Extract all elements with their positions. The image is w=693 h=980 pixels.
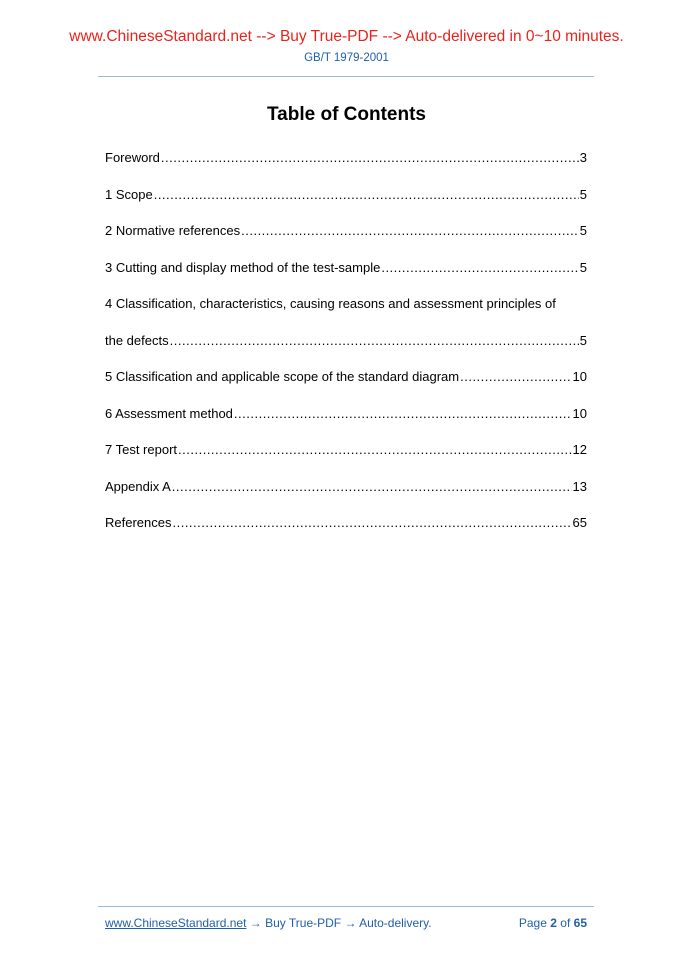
toc-entry-page: 5 xyxy=(579,259,587,275)
footer-tagline: → Buy True-PDF → Auto-delivery. xyxy=(246,916,432,930)
toc-leader-dots xyxy=(172,515,571,530)
toc-leader-dots xyxy=(154,187,579,202)
toc-title: Table of Contents xyxy=(266,104,427,125)
toc-leader-dots xyxy=(178,442,572,457)
toc-entry-text: 3 Cutting and display method of the test-sample xyxy=(105,259,381,275)
toc-leader-dots xyxy=(234,406,572,421)
toc-entry-page: 12 xyxy=(572,442,587,457)
toc-leader-dots xyxy=(161,150,579,165)
toc-entry-page: 13 xyxy=(572,478,587,494)
toc-entry-page: 10 xyxy=(572,369,587,384)
toc-entry-classification-line1[interactable] xyxy=(105,296,587,320)
toc-leader-dots xyxy=(170,333,579,348)
toc-entry-text: 6 Assessment method xyxy=(105,405,233,421)
header-divider xyxy=(98,76,594,77)
page-total: 65 xyxy=(573,916,587,930)
toc-entry-text: 5 Classification and applicable scope of the standard diagram xyxy=(105,369,460,384)
toc-entry-text: Appendix A xyxy=(105,478,171,494)
toc-entry-text: 7 Test report xyxy=(105,442,178,457)
toc-leader-dots xyxy=(460,369,571,384)
toc-entry-page: 65 xyxy=(572,515,587,530)
toc-list xyxy=(105,150,587,552)
toc-leader-dots xyxy=(381,260,578,275)
toc-entry-appendix-a[interactable] xyxy=(105,479,587,503)
toc-entry-normative-references[interactable] xyxy=(105,223,587,247)
toc-entry-foreword[interactable] xyxy=(105,150,587,174)
toc-entry-page: 5 xyxy=(579,332,587,348)
toc-entry-page: 3 xyxy=(579,150,587,165)
toc-entry-scope[interactable] xyxy=(105,187,587,211)
page-of-label: of xyxy=(560,916,571,930)
toc-entry-page: 5 xyxy=(579,186,587,202)
toc-entry-page: 10 xyxy=(572,405,587,421)
toc-leader-dots xyxy=(172,479,572,494)
toc-entry-text: 4 Classification, characteristics, causing reasons and assessment principles of xyxy=(105,296,556,311)
toc-entry-classification-line2[interactable] xyxy=(105,333,587,357)
toc-entry-text: 2 Normative references xyxy=(105,223,241,238)
toc-entry-test-report[interactable] xyxy=(105,442,587,466)
footer-site-link[interactable]: www.ChineseStandard.net xyxy=(105,916,247,930)
toc-entry-references[interactable] xyxy=(105,515,587,539)
toc-entry-assessment-method[interactable] xyxy=(105,406,587,430)
toc-entry-text: the defects xyxy=(105,332,169,348)
footer-divider xyxy=(98,906,594,907)
toc-entry-text: 1 Scope xyxy=(105,186,153,202)
toc-entry-standard-diagram[interactable] xyxy=(105,369,587,393)
toc-entry-cutting-display[interactable] xyxy=(105,260,587,284)
page-label: Page xyxy=(518,916,547,930)
toc-entry-page: 5 xyxy=(579,223,587,238)
standard-number: GB/T 1979-2001 xyxy=(304,52,389,64)
page-current: 2 xyxy=(550,916,557,930)
toc-leader-dots xyxy=(241,223,579,238)
toc-entry-text: Foreword xyxy=(105,150,160,165)
page-indicator xyxy=(519,916,587,930)
footer xyxy=(105,916,587,930)
toc-entry-text: References xyxy=(105,515,172,530)
header-banner: www.ChineseStandard.net --> Buy True-PDF --> Auto-delivered in 0~10 minutes. xyxy=(69,28,624,45)
